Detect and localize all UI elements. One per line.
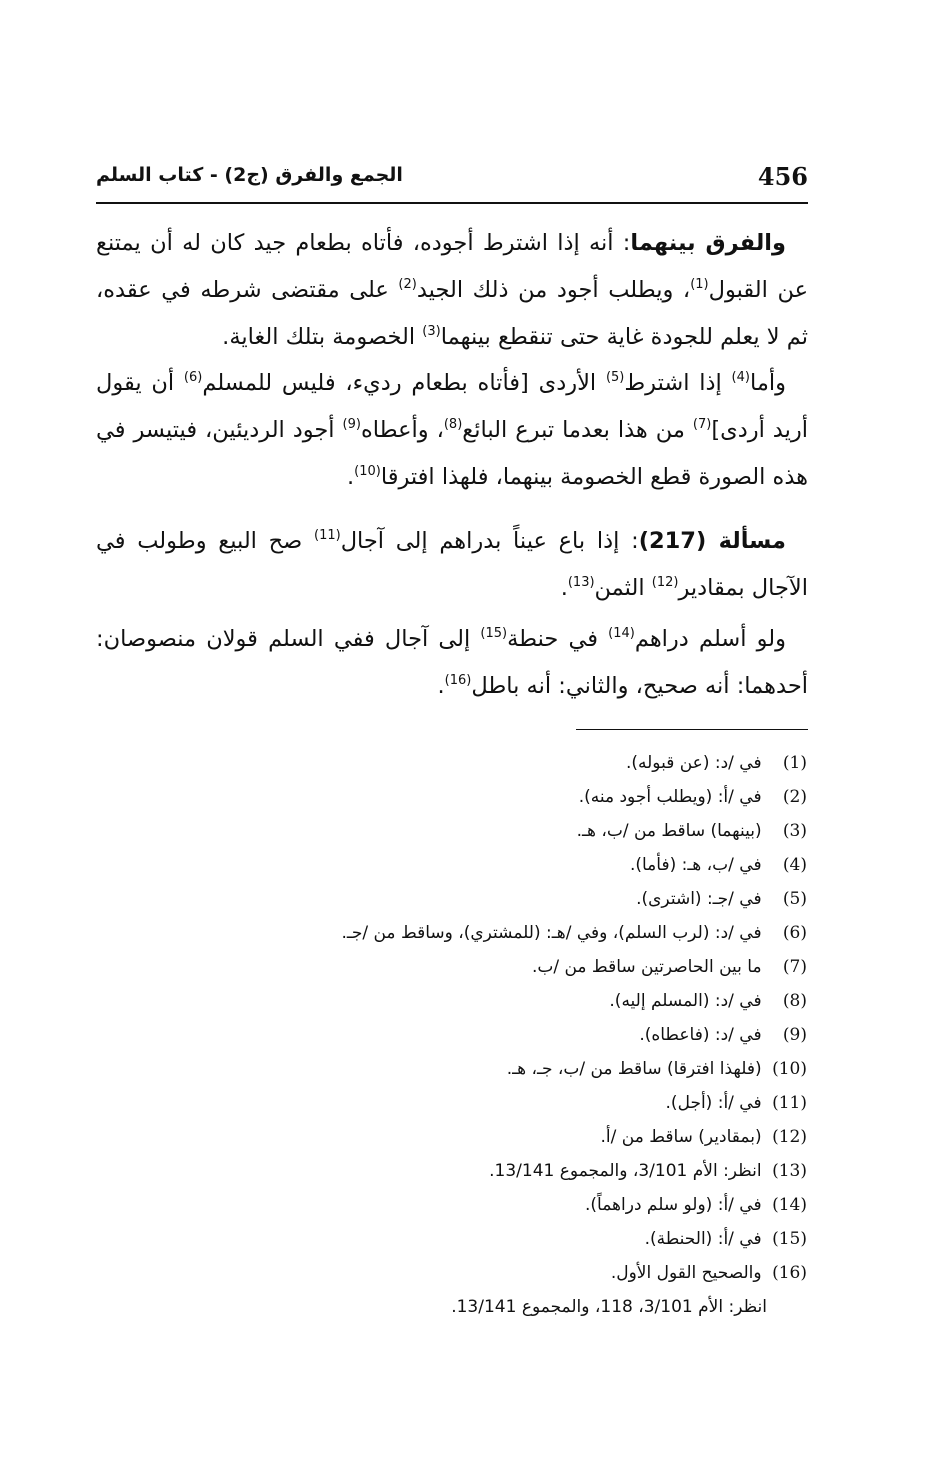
footnote-marker[interactable]: (16) <box>444 673 472 688</box>
text-run: الثمن <box>594 575 652 601</box>
text-run: أجود الرديئين، فيتيسر في هذه الصورة قطع الخصومة بينهما، فلهذا افترقا <box>96 417 808 490</box>
footnote-text: في /أ: (ولو سلم دراهماً). <box>585 1195 767 1215</box>
footnote-number: (12) <box>772 1127 807 1147</box>
footnote-marker[interactable]: (3) <box>422 324 441 339</box>
footnote-text: في /أ: (أجل). <box>665 1093 767 1113</box>
footnote-text: في /أ: (الحنطة). <box>644 1229 767 1249</box>
footnote-marker[interactable]: (6) <box>183 370 203 385</box>
footnote <box>187 1188 807 1222</box>
footnote-number: (13) <box>772 1161 807 1181</box>
footnote-number: (3) <box>782 821 807 841</box>
paragraph-text <box>96 616 808 710</box>
header-rule <box>96 202 808 204</box>
footnote-marker[interactable]: (1) <box>690 277 709 292</box>
text-run: إذا اشترط <box>624 370 732 396</box>
footnote-number: (5) <box>782 889 807 909</box>
text-run: ، ويطلب أجود من ذلك الجيد <box>416 277 691 303</box>
footnote-continuation: انظر: الأم 3/101، 118، والمجموع 13/141. <box>451 1297 767 1317</box>
text-run: على مقتضى شرطه في عقده، ثم لا يعلم للجودة غاية حتى تنقطع بينهما <box>96 277 808 350</box>
text-run: الأردى [فأتاه بطعام رديء، فليس للمسلم <box>202 370 606 396</box>
footnote <box>187 1086 807 1120</box>
text-run: وأما <box>749 370 786 396</box>
footnote-text: في /د: (المسلم إليه). <box>609 991 767 1011</box>
text-run: في حنطة <box>507 626 609 652</box>
footnote-marker[interactable]: (14) <box>608 626 635 641</box>
footnote-text: ما بين الحاصرتين ساقط من /ب. <box>531 957 767 977</box>
footnote <box>187 746 807 780</box>
footnote-marker[interactable]: (12) <box>651 575 679 590</box>
paragraph-difference <box>96 220 808 361</box>
footnote <box>187 848 807 882</box>
footnote <box>187 1120 807 1154</box>
footnote <box>187 984 807 1018</box>
footnote <box>187 916 807 950</box>
text-run: من هذا بعدما تبرع البائع <box>462 417 693 443</box>
footnote <box>187 950 807 984</box>
footnote-marker[interactable]: (9) <box>342 417 361 432</box>
footnote <box>187 1222 807 1256</box>
running-header <box>96 160 808 196</box>
running-title: الجمع والفرق (ج2) - كتاب السلم <box>96 164 403 186</box>
footnote-text: في /ب، هـ: (فأما). <box>629 855 767 875</box>
footnote-number: (14) <box>772 1195 807 1215</box>
text-run: . <box>437 673 445 699</box>
footnote <box>187 1256 807 1290</box>
footnote-number: (10) <box>772 1059 807 1079</box>
text-run: صح البيع وطولب في الآجال بمقادير <box>96 528 808 601</box>
paragraph-condition <box>96 360 808 501</box>
paragraph-text <box>96 518 808 612</box>
footnote <box>187 882 807 916</box>
text-run: . <box>560 575 568 601</box>
footnote-number: (1) <box>782 753 807 773</box>
footnotes <box>187 746 807 1324</box>
text-run: . <box>347 464 355 490</box>
page-number: 456 <box>757 162 808 191</box>
text-run: ولو أسلم دراهم <box>634 626 786 652</box>
footnote-marker[interactable]: (7) <box>692 417 712 432</box>
text-run: الخصومة بتلك الغاية. <box>222 324 423 350</box>
footnote-text: (بمقادير) ساقط من /أ. <box>600 1127 767 1147</box>
footnote-marker[interactable]: (15) <box>480 626 508 641</box>
footnote <box>187 1018 807 1052</box>
footnote-number: (6) <box>782 923 807 943</box>
footnote-number: (2) <box>782 787 807 807</box>
footnote-marker[interactable]: (5) <box>605 370 625 385</box>
footnote-marker[interactable]: (13) <box>567 575 595 590</box>
footnote-marker[interactable]: (4) <box>731 370 750 385</box>
footnote-number: (9) <box>782 1025 807 1045</box>
footnote-text: في /د: (لرب السلم)، وفي /هـ: (للمشتري)، وساقط من /جـ. <box>341 923 767 943</box>
footnote-number: (16) <box>772 1263 807 1283</box>
paragraph-issue-217 <box>96 518 808 612</box>
footnote-text: انظر: الأم 3/101، والمجموع 13/141. <box>489 1161 767 1181</box>
text-run: : أنه إذا اشترط أجوده، فأتاه بطعام جيد كان له أن يمتنع عن القبول <box>96 230 809 303</box>
footnote <box>187 1154 807 1188</box>
footnote-number: (11) <box>772 1093 807 1113</box>
text-run: ، وأعطاه <box>360 417 444 443</box>
footnote <box>187 780 807 814</box>
footnote-text: في /د: (عن قبوله). <box>625 753 767 773</box>
footnote-text: في /أ: (ويطلب أجود منه). <box>578 787 767 807</box>
footnote <box>187 1052 807 1086</box>
text-run: : إذا باع عيناً بدراهم إلى آجال <box>340 528 639 554</box>
footnote-number: (15) <box>772 1229 807 1249</box>
footnote-rule <box>576 729 808 730</box>
footnote-marker[interactable]: (10) <box>354 464 381 479</box>
footnote-number: (7) <box>782 957 807 977</box>
footnote-number: (4) <box>782 855 807 875</box>
text-run: أن يقول أريد أردى] <box>96 370 808 443</box>
footnote-marker[interactable]: (8) <box>443 417 463 432</box>
paragraph-lead: والفرق بينهما <box>630 230 786 256</box>
paragraph-salam-wheat <box>96 616 808 710</box>
footnote-text: في /جـ: (اشترى). <box>636 889 767 909</box>
text-run: إلى آجال ففي السلم قولان منصوصان: أحدهما: أنه صحيح، والثاني: أنه باطل <box>96 626 808 699</box>
footnote-marker[interactable]: (2) <box>398 277 417 292</box>
paragraph-text <box>96 360 808 501</box>
footnote-number: (8) <box>782 991 807 1011</box>
footnote-text: في /د: (فاعطاه). <box>639 1025 767 1045</box>
footnote-text: (فلهذا افترقا) ساقط من /ب، جـ، هـ. <box>506 1059 767 1079</box>
footnote-text: والصحيح القول الأول. <box>610 1263 767 1283</box>
paragraph-text <box>96 220 808 361</box>
footnote <box>187 814 807 848</box>
footnote-marker[interactable]: (11) <box>313 528 341 543</box>
paragraph-lead: مسألة (217) <box>638 528 786 554</box>
footnote-text: (بينهما) ساقط من /ب، هـ. <box>576 821 767 841</box>
